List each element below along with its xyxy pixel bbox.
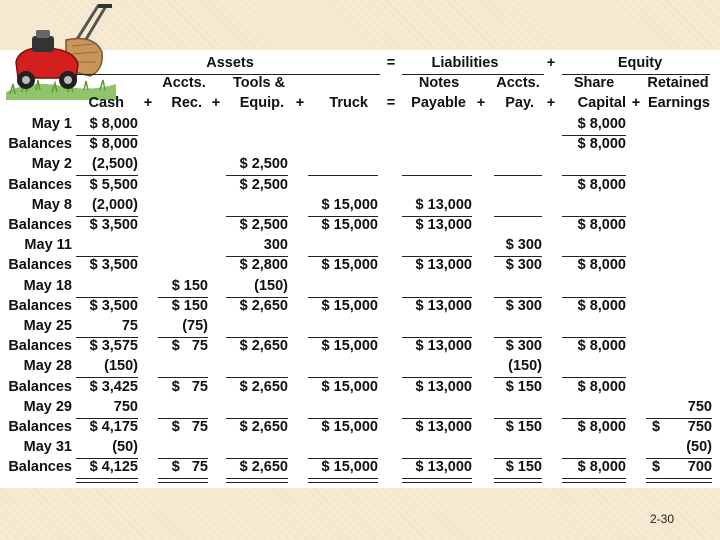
cell-truck: $ 15,000 — [321, 196, 378, 213]
earnings-header: Earnings — [647, 95, 710, 111]
transaction-date-label: May 1 — [31, 116, 72, 132]
cell-share: $ 8,000 — [577, 116, 626, 132]
plus-6: + — [631, 95, 641, 111]
cell-notes: $ 13,000 — [415, 338, 472, 355]
cell-truck: $ 15,000 — [321, 378, 378, 395]
slide-number: 2-30 — [650, 512, 675, 526]
cell-cash: $ 4,175 — [89, 419, 138, 435]
cell-tools: $ 2,650 — [239, 297, 288, 314]
column-underline — [402, 175, 472, 176]
cell-ret: 700 — [687, 459, 712, 476]
cell-truck: $ 15,000 — [321, 419, 378, 435]
cell-truck: $ 15,000 — [321, 297, 378, 314]
cell-notes: $ 13,000 — [415, 378, 472, 395]
cell-cash: $ 3,500 — [89, 217, 138, 233]
cell-tools: $ 2,650 — [239, 378, 288, 395]
cell-cash: $ 8,000 — [89, 116, 138, 132]
cell-tools: $ 2,500 — [239, 176, 288, 193]
plus-4: + — [476, 95, 486, 111]
balances-label: Balances — [8, 419, 72, 435]
cell-cash: (2,500) — [92, 156, 138, 173]
cell-cash: 75 — [121, 318, 138, 334]
cell-notes: $ 13,000 — [415, 257, 472, 274]
cell-cash: 750 — [113, 398, 138, 415]
cell-share: $ 8,000 — [577, 378, 626, 395]
plus-1: + — [143, 95, 153, 111]
cell-tools: $ 2,800 — [239, 257, 288, 274]
cell-share: $ 8,000 — [577, 217, 626, 233]
cell-ret: 750 — [687, 419, 712, 435]
transaction-date-label: May 2 — [31, 156, 72, 173]
cell-tools: $ 2,650 — [239, 419, 288, 435]
cell-pay: $ 300 — [505, 237, 542, 254]
cell-share: $ 8,000 — [577, 459, 626, 476]
cash-header: Cash — [88, 95, 124, 111]
cell-tools: $ 2,650 — [239, 338, 288, 355]
cell-pay: $ 300 — [505, 257, 542, 274]
cell-tools: (150) — [254, 277, 288, 294]
column-underline — [494, 216, 542, 217]
truck-header: Truck — [329, 95, 368, 111]
plus-2: + — [211, 95, 221, 111]
plus-5: + — [546, 95, 556, 111]
column-underline — [494, 478, 542, 483]
transaction-date-label: May 11 — [24, 237, 72, 254]
cell-rec: $ 150 — [171, 277, 208, 294]
cell-tools: $ 2,500 — [239, 217, 288, 233]
cell-notes: $ 13,000 — [415, 217, 472, 233]
balances-label: Balances — [8, 459, 72, 476]
column-underline — [76, 478, 138, 483]
transaction-date-label: May 25 — [23, 318, 72, 334]
plus-sign-top: + — [546, 55, 556, 71]
cell-notes: $ 13,000 — [415, 419, 472, 435]
balances-label: Balances — [8, 136, 72, 153]
pay-header: Pay. — [505, 95, 534, 111]
column-underline — [308, 175, 378, 176]
cell-cash: $ 3,500 — [89, 257, 138, 274]
transaction-date-label: May 28 — [23, 358, 72, 375]
transaction-date-label: May 8 — [31, 196, 72, 213]
cell-share: $ 8,000 — [577, 338, 626, 355]
cell-truck: $ 15,000 — [321, 257, 378, 274]
cell-cash: $ 8,000 — [89, 136, 138, 153]
tools-header-top: Tools & — [232, 75, 286, 91]
cell-cash: $ 3,500 — [89, 297, 138, 314]
column-underline — [402, 478, 472, 483]
cell-rec: $ 75 — [171, 419, 208, 435]
balances-label: Balances — [8, 378, 72, 395]
cell-ret: (50) — [686, 439, 712, 456]
plus-3: + — [295, 95, 305, 111]
cell-ret: 750 — [687, 398, 712, 415]
cell-notes: $ 13,000 — [415, 459, 472, 476]
transaction-date-label: May 31 — [23, 439, 72, 456]
equip-header: Equip. — [239, 95, 284, 111]
cell-notes: $ 13,000 — [415, 297, 472, 314]
cell-rec: (75) — [182, 318, 208, 334]
cell-cash: $ 3,425 — [89, 378, 138, 395]
cell-ret-dollar: $ — [651, 419, 661, 435]
cell-rec: $ 75 — [171, 338, 208, 355]
column-underline — [226, 478, 288, 483]
cell-rec: $ 75 — [171, 378, 208, 395]
column-underline — [308, 478, 378, 483]
cell-pay: $ 300 — [505, 297, 542, 314]
cell-pay: $ 150 — [505, 459, 542, 476]
transaction-date-label: May 29 — [23, 398, 72, 415]
equity-heading: Equity — [617, 55, 663, 71]
cell-cash: $ 4,125 — [89, 459, 138, 476]
equals-sign-top: = — [386, 55, 396, 71]
capital-header: Capital — [577, 95, 626, 111]
accts-rec-header-top: Accts. — [162, 75, 206, 91]
accts-pay-header-top: Accts. — [496, 75, 540, 91]
cell-cash: $ 3,575 — [89, 338, 138, 355]
equals-sign-bottom: = — [386, 95, 396, 111]
cell-share: $ 8,000 — [577, 419, 626, 435]
cell-cash: (150) — [104, 358, 138, 375]
cell-notes: $ 13,000 — [415, 196, 472, 213]
balances-label: Balances — [8, 257, 72, 274]
liabilities-heading: Liabilities — [431, 55, 499, 71]
assets-heading: Assets — [206, 55, 254, 71]
cell-truck: $ 15,000 — [321, 338, 378, 355]
balances-label: Balances — [8, 338, 72, 355]
column-underline — [646, 478, 712, 483]
cell-share: $ 8,000 — [577, 297, 626, 314]
cell-share: $ 8,000 — [577, 176, 626, 193]
cell-tools: $ 2,500 — [239, 156, 288, 173]
column-underline — [562, 478, 626, 483]
cell-truck: $ 15,000 — [321, 217, 378, 233]
cell-pay: (150) — [508, 358, 542, 375]
transaction-date-label: May 18 — [23, 277, 72, 294]
column-underline — [494, 175, 542, 176]
cell-truck: $ 15,000 — [321, 459, 378, 476]
cell-share: $ 8,000 — [577, 136, 626, 153]
column-underline — [158, 478, 208, 483]
balances-label: Balances — [8, 176, 72, 193]
rec-header: Rec. — [171, 95, 202, 111]
balances-label: Balances — [8, 217, 72, 233]
cell-share: $ 8,000 — [577, 257, 626, 274]
cell-cash: (50) — [112, 439, 138, 456]
cell-cash: (2,000) — [92, 196, 138, 213]
lawn-mower-icon — [2, 0, 120, 104]
cell-tools: 300 — [263, 237, 288, 254]
payable-header: Payable — [411, 95, 466, 111]
share-header-top: Share — [573, 75, 615, 91]
retained-header-top: Retained — [647, 75, 709, 91]
cell-pay: $ 150 — [505, 378, 542, 395]
cell-rec: $ 75 — [171, 459, 208, 476]
cell-tools: $ 2,650 — [239, 459, 288, 476]
cell-pay: $ 300 — [505, 338, 542, 355]
cell-pay: $ 150 — [505, 419, 542, 435]
notes-header-top: Notes — [418, 75, 460, 91]
cell-cash: $ 5,500 — [89, 176, 138, 193]
cell-rec: $ 150 — [171, 297, 208, 314]
cell-ret-dollar: $ — [651, 459, 661, 476]
balances-label: Balances — [8, 297, 72, 314]
